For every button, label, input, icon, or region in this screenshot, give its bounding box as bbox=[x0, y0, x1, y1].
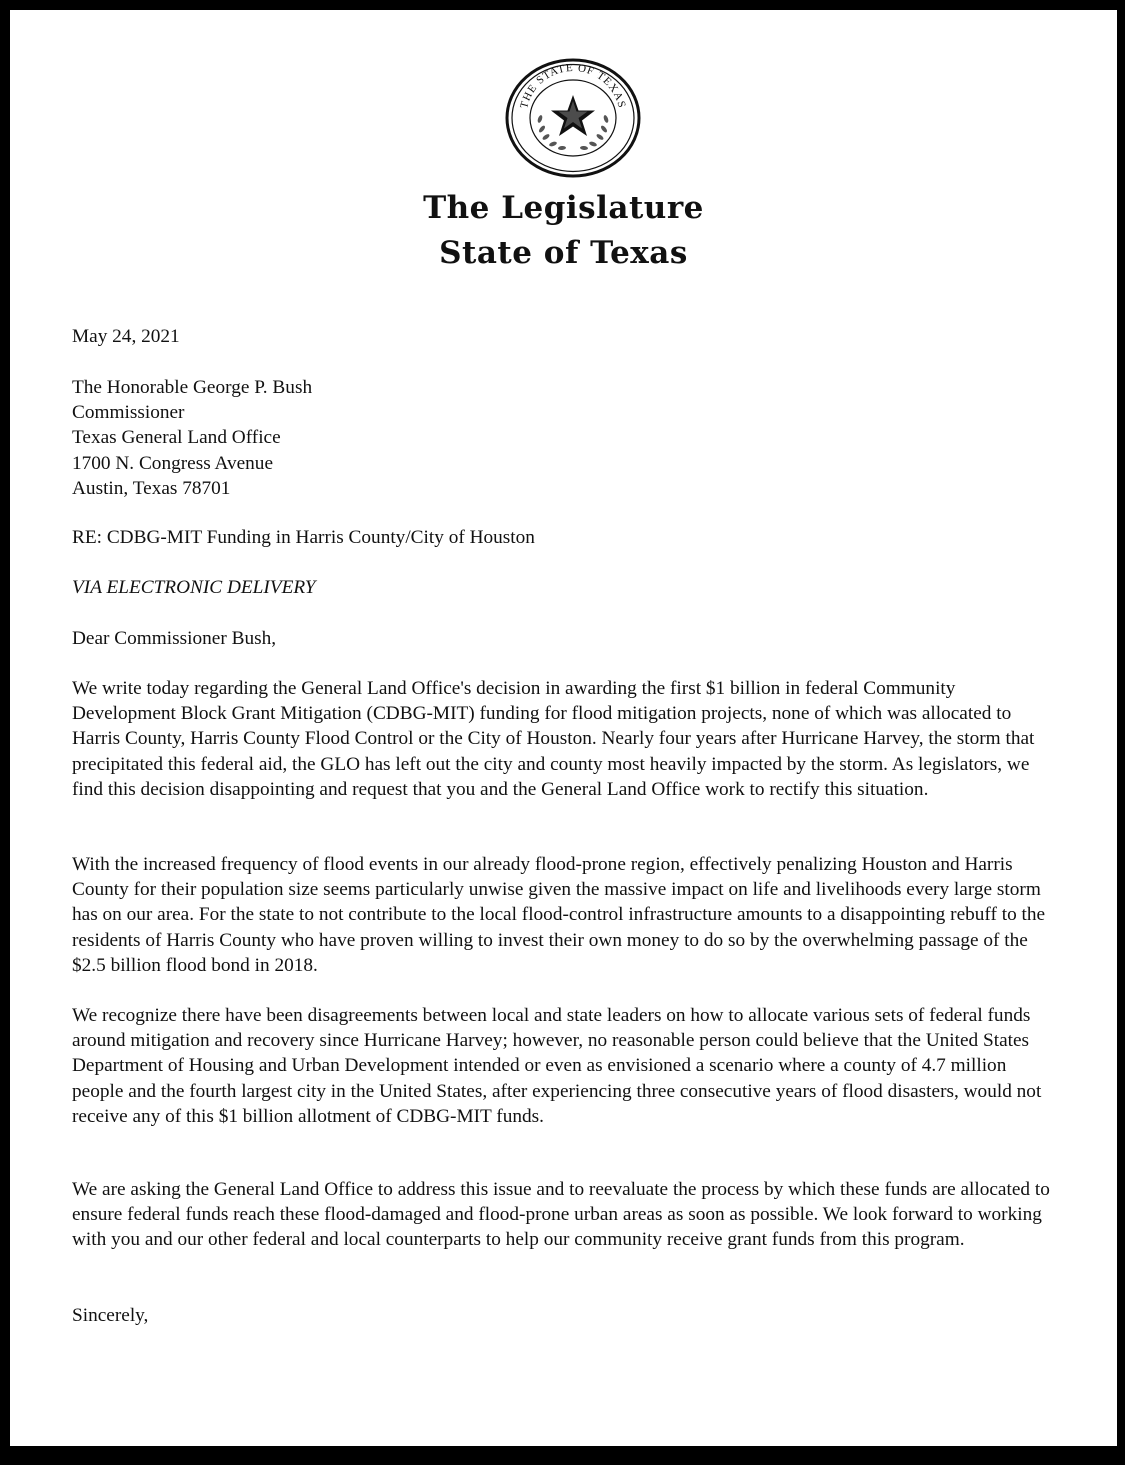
letter-date: May 24, 2021 bbox=[72, 326, 180, 347]
recipient-office: Texas General Land Office bbox=[72, 427, 281, 449]
body-paragraph-3: We recognize there have been disagreements between local and state leaders on how to allocate various sets of federal funds around mitigation and recovery since Hurricane Harvey; however, no reasonable person could believe that the United States Department of Housing and Urban Development intended or even as envisioned a scenario where a county of 4.7 million people and the fourth largest city in the United States, after experiencing three consecutive years of flood disasters, would not receive any of this $1 billion allotment of CDBG-MIT funds. bbox=[72, 1005, 1042, 1127]
body-paragraph-4: We are asking the General Land Office to address this issue and to reevaluate the process by which these funds are allocated to ensure federal funds reach these flood-damaged and flood-prone urban areas as soon as possible. We look forward to working with you and our other federal and local counterparts to help our community receive grant funds from this program. bbox=[72, 1179, 1050, 1251]
recipient-address bbox=[72, 375, 1062, 501]
letterhead-line-1: The Legislature bbox=[423, 190, 704, 226]
svg-text:THE STATE OF TEXAS: THE STATE OF TEXAS bbox=[518, 61, 628, 110]
recipient-name: The Honorable George P. Bush bbox=[72, 377, 313, 398]
body-paragraph-2: With the increased frequency of flood events in our already flood-prone region, effectively penalizing Houston and Harris County for their population size seems particularly unwise given the massive impact on life and livelihoods every large storm has on our area. For the state to not contribute to the local flood-control infrastructure amounts to a disappointing rebuff to the residents of Harris County who have proven willing to invest their own money to do so by the overwhelming passage of the $2.5 billion flood bond in 2018. bbox=[72, 854, 1046, 976]
body-paragraph-1: We write today regarding the General Land Office's decision in awarding the first $1 billion in federal Community Development Block Grant Mitigation (CDBG-MIT) funding for flood mitigation projects, none of which was allocated to Harris County, Harris County Flood Control or the City of Houston. Nearly four years after Hurricane Harvey, the storm that precipitated this federal aid, the GLO has left out the city and county most heavily impacted by the storm. As legislators, we find this decision disappointing and request that you and the General Land Office work to rectify this situation. bbox=[72, 678, 1035, 800]
letter-page bbox=[10, 10, 1117, 1446]
recipient-street: 1700 N. Congress Avenue bbox=[72, 452, 274, 474]
delivery-method: VIA ELECTRONIC DELIVERY bbox=[72, 577, 316, 598]
letterhead-line-2: State of Texas bbox=[439, 235, 688, 271]
recipient-title: Commissioner bbox=[72, 402, 185, 424]
subject-line: RE: CDBG-MIT Funding in Harris County/City of Houston bbox=[72, 527, 535, 548]
salutation: Dear Commissioner Bush, bbox=[72, 628, 277, 649]
recipient-city: Austin, Texas 78701 bbox=[72, 477, 231, 499]
texas-state-seal-icon bbox=[504, 57, 642, 179]
closing: Sincerely, bbox=[72, 1305, 149, 1326]
